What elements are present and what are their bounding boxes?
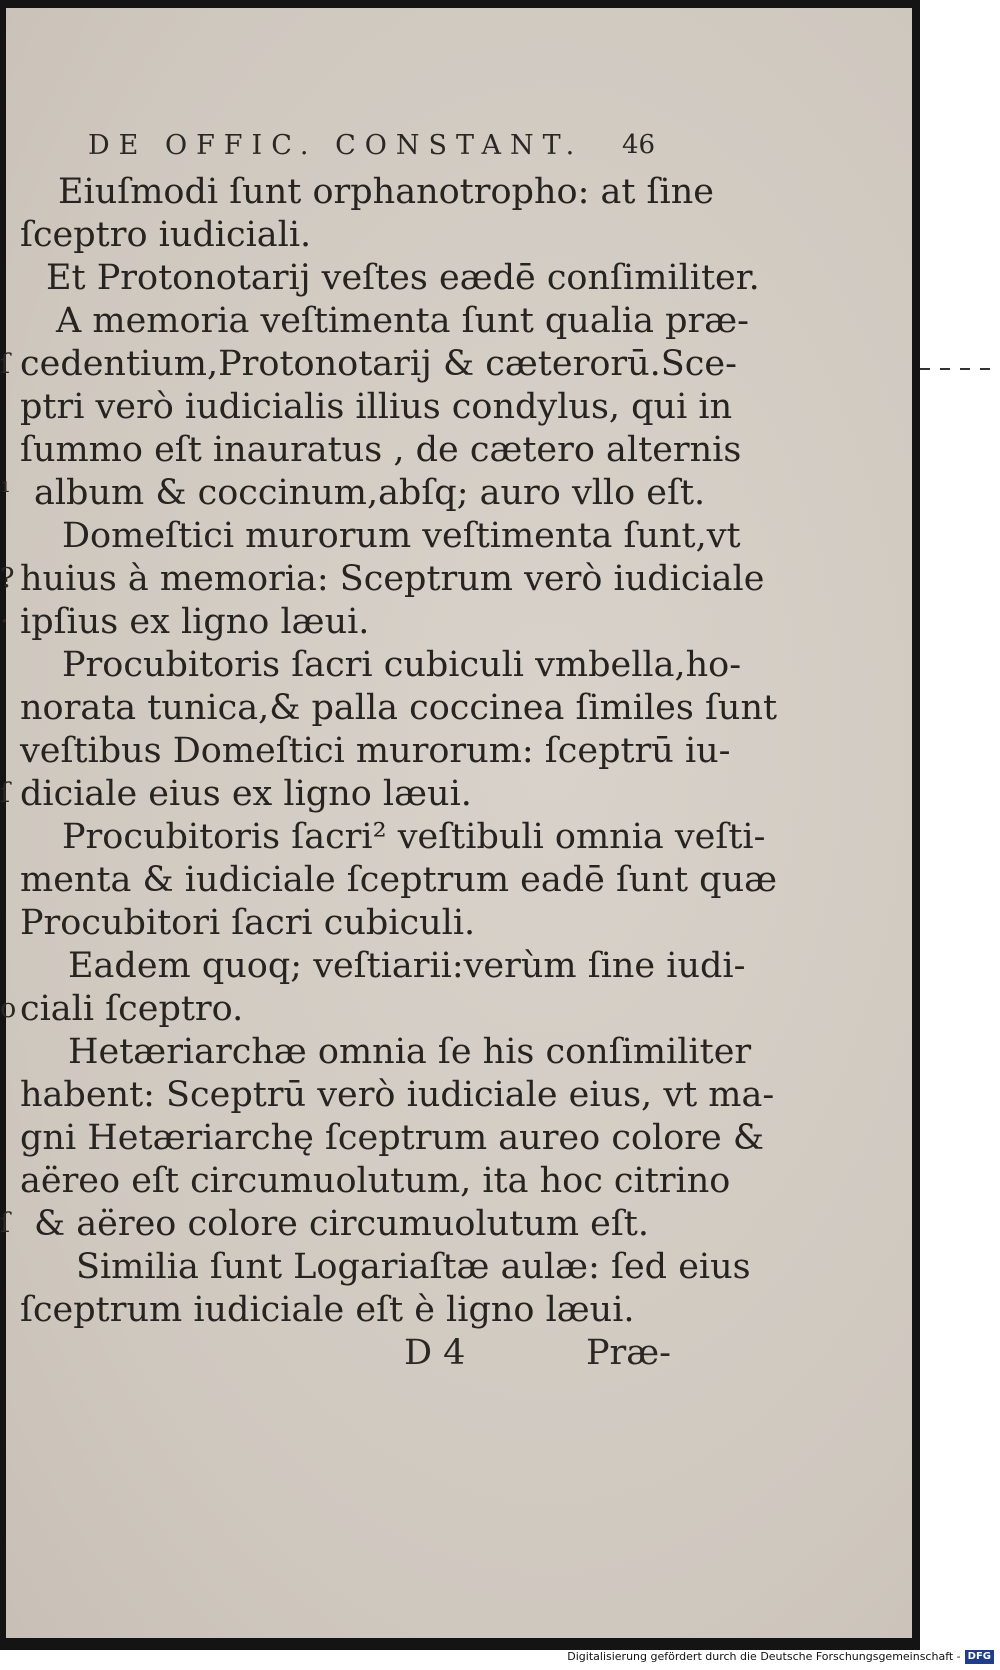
margin-mark: ſ [0, 778, 10, 809]
text-line: gni Hetæriarchę ſceptrum aureo colore & [20, 1118, 765, 1158]
text-line: Et Protonotarij veſtes eædē conſimiliter. [46, 258, 760, 298]
text-line: & aëreo colore circumuolutum eſt. [34, 1204, 649, 1244]
signature-mark: D 4 [404, 1333, 466, 1373]
text-line: cedentium,Protonotarij & cæterorū.Sce- [20, 344, 737, 384]
text-line: Eiuſmodi ſunt orphanotropho: at ſine [58, 172, 714, 212]
text-line: album & coccinum,abſq; auro vllo eſt. [34, 473, 706, 513]
text-line: diciale eius ex ligno læui. [20, 774, 472, 814]
text-line: ſceptro iudiciali. [20, 215, 312, 255]
text-line: A memoria veſtimenta ſunt qualia præ- [56, 301, 749, 341]
margin-dash-line [920, 368, 1000, 370]
footer-text: Digitalisierung gefördert durch die Deutsche Forschungsgemeinschaft - [567, 1650, 961, 1663]
text-line: Similia ſunt Logariaſtæ aulæ: ſed eius [76, 1247, 751, 1287]
margin-mark: ? [0, 563, 15, 594]
text-line: ſceptrum iudiciale eſt è ligno læui. [20, 1290, 635, 1330]
text-line: ſummo eſt inauratus , de cætero alternis [20, 430, 742, 470]
margin-mark: ¹ [0, 477, 11, 508]
margin-mark: ſ [0, 1208, 10, 1239]
text-line: Procubitori ſacri cubiculi. [20, 903, 476, 943]
page-number: 46 [622, 130, 656, 160]
text-line: huius à memoria: Sceptrum verò iudiciale [20, 559, 765, 599]
text-line: Domeſtici murorum veſtimenta ſunt,vt [62, 516, 741, 556]
text-line: Hetæriarchæ omnia ſe his conſimiliter [68, 1032, 752, 1072]
digitization-footer [567, 1648, 994, 1666]
text-line: menta & iudiciale ſceptrum eadē ſunt quæ [20, 860, 778, 900]
running-head: DE OFFIC. CONSTANT. [88, 130, 584, 161]
text-line: Procubitoris ſacri cubiculi vmbella,ho- [62, 645, 742, 685]
text-line: ptri verò iudicialis illius condylus, qui in [20, 387, 733, 427]
margin-mark: · [0, 606, 9, 637]
text-line: veſtibus Domeſtici murorum: ſceptrū iu- [20, 731, 731, 771]
text-line: ciali ſceptro. [20, 989, 244, 1029]
text-line: Eadem quoq; veſtiarii:verùm ſine iudi- [68, 946, 746, 986]
dfg-logo: DFG [965, 1650, 994, 1664]
text-line: aëreo eſt circumuolutum, ita hoc citrino [20, 1161, 731, 1201]
text-line: norata tunica,& palla coccinea ſimiles ſunt [20, 688, 778, 728]
margin-mark: o [0, 993, 17, 1024]
margin-mark: ſ [0, 349, 10, 380]
text-line: habent: Sceptrū verò iudiciale eius, vt ma- [20, 1075, 775, 1115]
text-line: Procubitoris ſacri² veſtibuli omnia veſti- [62, 817, 766, 857]
catchword: Præ- [586, 1333, 672, 1373]
text-line: ipſius ex ligno læui. [20, 602, 370, 642]
